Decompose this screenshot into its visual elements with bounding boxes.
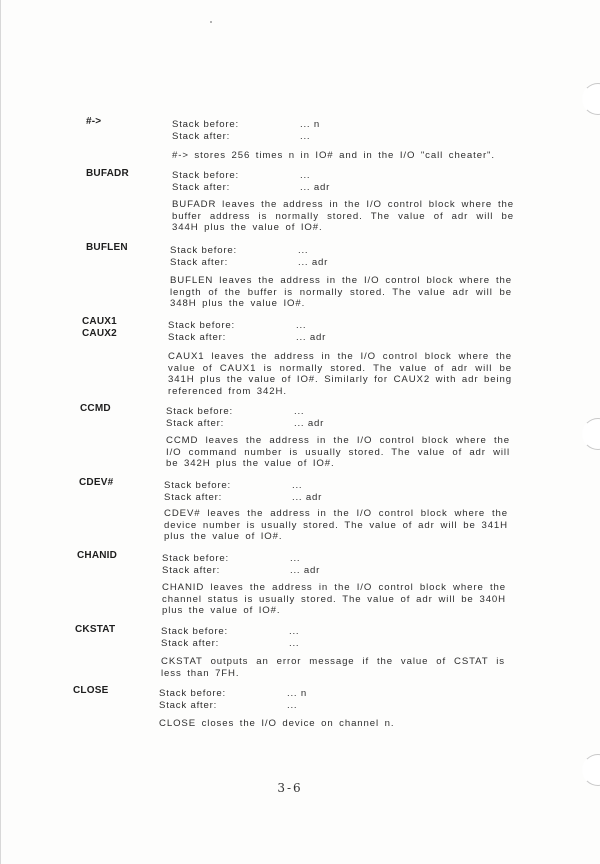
stack-before-value: ... bbox=[296, 320, 307, 331]
punch-hole-bottom bbox=[582, 754, 600, 786]
stack-before-label: Stack before: bbox=[172, 170, 239, 181]
stack-before-row bbox=[172, 170, 412, 182]
stack-after-value: ... bbox=[300, 130, 311, 142]
entry-description: CKSTAT outputs an error message if the value of CSTAT is less than 7FH. bbox=[161, 656, 505, 679]
stack-before-value: ... bbox=[298, 245, 309, 256]
stack-before-label: Stack before: bbox=[164, 480, 231, 491]
stack-effect bbox=[159, 688, 399, 711]
stack-before-row bbox=[159, 688, 399, 700]
stack-before-value: ... bbox=[300, 170, 311, 181]
stack-effect bbox=[161, 626, 401, 649]
entry-description: BUFADR leaves the address in the I/O control block where the buffer address is normally stored. The value of adr will be 344H plus the value of IO#. bbox=[172, 199, 514, 233]
stack-after-row bbox=[159, 700, 399, 712]
stack-after-row bbox=[172, 182, 412, 194]
stack-after-row bbox=[162, 565, 402, 577]
stack-after-label: Stack after: bbox=[166, 417, 225, 429]
stack-after-row bbox=[170, 257, 410, 269]
entry-description: #-> stores 256 times n in IO# and in the I/O "call cheater". bbox=[172, 150, 495, 161]
stack-after-row bbox=[164, 492, 404, 504]
stack-before-label: Stack before: bbox=[172, 119, 239, 130]
stack-after-value: ... bbox=[287, 699, 298, 711]
stack-effect bbox=[172, 170, 412, 193]
entry-description: CCMD leaves the address in the I/O control block where the I/O command number is usually stored. The value of adr will be 342H plus the value of IO#. bbox=[166, 435, 510, 469]
entry-description: BUFLEN leaves the address in the I/O control block where the length of the buffer is normally stored. The value adr will be 348H plus the value IO#. bbox=[170, 275, 512, 309]
stack-before-label: Stack before: bbox=[166, 406, 233, 417]
stack-after-value: ... adr bbox=[294, 417, 325, 429]
stack-before-value: ... bbox=[290, 553, 301, 564]
entry-word-secondary: CAUX2 bbox=[82, 328, 117, 339]
stack-after-label: Stack after: bbox=[172, 130, 231, 142]
entry-word: CLOSE bbox=[73, 685, 109, 696]
stack-effect bbox=[170, 245, 410, 268]
stack-after-label: Stack after: bbox=[164, 491, 223, 503]
stack-effect bbox=[162, 553, 402, 576]
stack-after-row bbox=[166, 418, 406, 430]
stack-before-row bbox=[166, 406, 406, 418]
punch-hole-middle bbox=[582, 418, 600, 450]
stack-before-label: Stack before: bbox=[168, 320, 235, 331]
stack-before-value: ... bbox=[292, 480, 303, 491]
stack-before-label: Stack before: bbox=[161, 626, 228, 637]
entry-word: #-> bbox=[86, 116, 102, 127]
scan-speck bbox=[210, 21, 212, 23]
stack-after-label: Stack after: bbox=[159, 699, 218, 711]
stack-before-row bbox=[170, 245, 410, 257]
stack-before-row bbox=[161, 626, 401, 638]
entry-word: CDEV# bbox=[79, 477, 114, 488]
stack-after-row bbox=[172, 131, 412, 143]
stack-effect bbox=[166, 406, 406, 429]
stack-after-value: ... adr bbox=[292, 491, 323, 503]
stack-before-row bbox=[164, 480, 404, 492]
stack-before-value: ... n bbox=[287, 688, 307, 699]
stack-before-row bbox=[162, 553, 402, 565]
stack-before-row bbox=[168, 320, 408, 332]
stack-before-value: ... n bbox=[300, 119, 320, 130]
stack-after-value: ... adr bbox=[300, 181, 331, 193]
entry-description: CLOSE closes the I/O device on channel n. bbox=[159, 718, 395, 729]
entry-word: CCMD bbox=[80, 403, 111, 414]
stack-after-row bbox=[168, 332, 408, 344]
punch-hole-top bbox=[582, 83, 600, 115]
entry-word: BUFADR bbox=[86, 168, 129, 179]
stack-before-value: ... bbox=[294, 406, 305, 417]
stack-effect bbox=[164, 480, 404, 503]
stack-effect bbox=[168, 320, 408, 343]
entry-word: BUFLEN bbox=[86, 242, 128, 253]
entry-word: CKSTAT bbox=[75, 624, 116, 635]
entry-description: CAUX1 leaves the address in the I/O control block where the value of CAUX1 is normally stored. The value of adr will be 341H plus the value of IO#. Similarly for CAUX2 with adr being referenced from 342H. bbox=[168, 351, 512, 397]
stack-after-label: Stack after: bbox=[162, 564, 221, 576]
stack-after-value: ... bbox=[289, 637, 300, 649]
scan-edge bbox=[0, 0, 1, 864]
stack-before-label: Stack before: bbox=[170, 245, 237, 256]
page-number: 3-6 bbox=[277, 781, 303, 795]
stack-before-label: Stack before: bbox=[159, 688, 226, 699]
stack-after-value: ... adr bbox=[296, 331, 327, 343]
stack-after-row bbox=[161, 638, 401, 650]
stack-before-value: ... bbox=[289, 626, 300, 637]
stack-after-label: Stack after: bbox=[161, 637, 220, 649]
entry-word: CHANID bbox=[77, 550, 118, 561]
stack-effect bbox=[172, 119, 412, 142]
entry-word: CAUX1 bbox=[82, 316, 117, 327]
stack-after-label: Stack after: bbox=[172, 181, 231, 193]
entry-description: CDEV# leaves the address in the I/O control block where the device number is usually stored. The value of adr will be 341H plus the value of IO#. bbox=[164, 508, 508, 542]
stack-after-value: ... adr bbox=[298, 256, 329, 268]
stack-after-label: Stack after: bbox=[170, 256, 229, 268]
stack-after-value: ... adr bbox=[290, 564, 321, 576]
stack-before-label: Stack before: bbox=[162, 553, 229, 564]
stack-before-row bbox=[172, 119, 412, 131]
stack-after-label: Stack after: bbox=[168, 331, 227, 343]
entry-description: CHANID leaves the address in the I/O control block where the channel status is usually stored. The value of adr will be 340H plus the value of IO#. bbox=[162, 582, 506, 616]
